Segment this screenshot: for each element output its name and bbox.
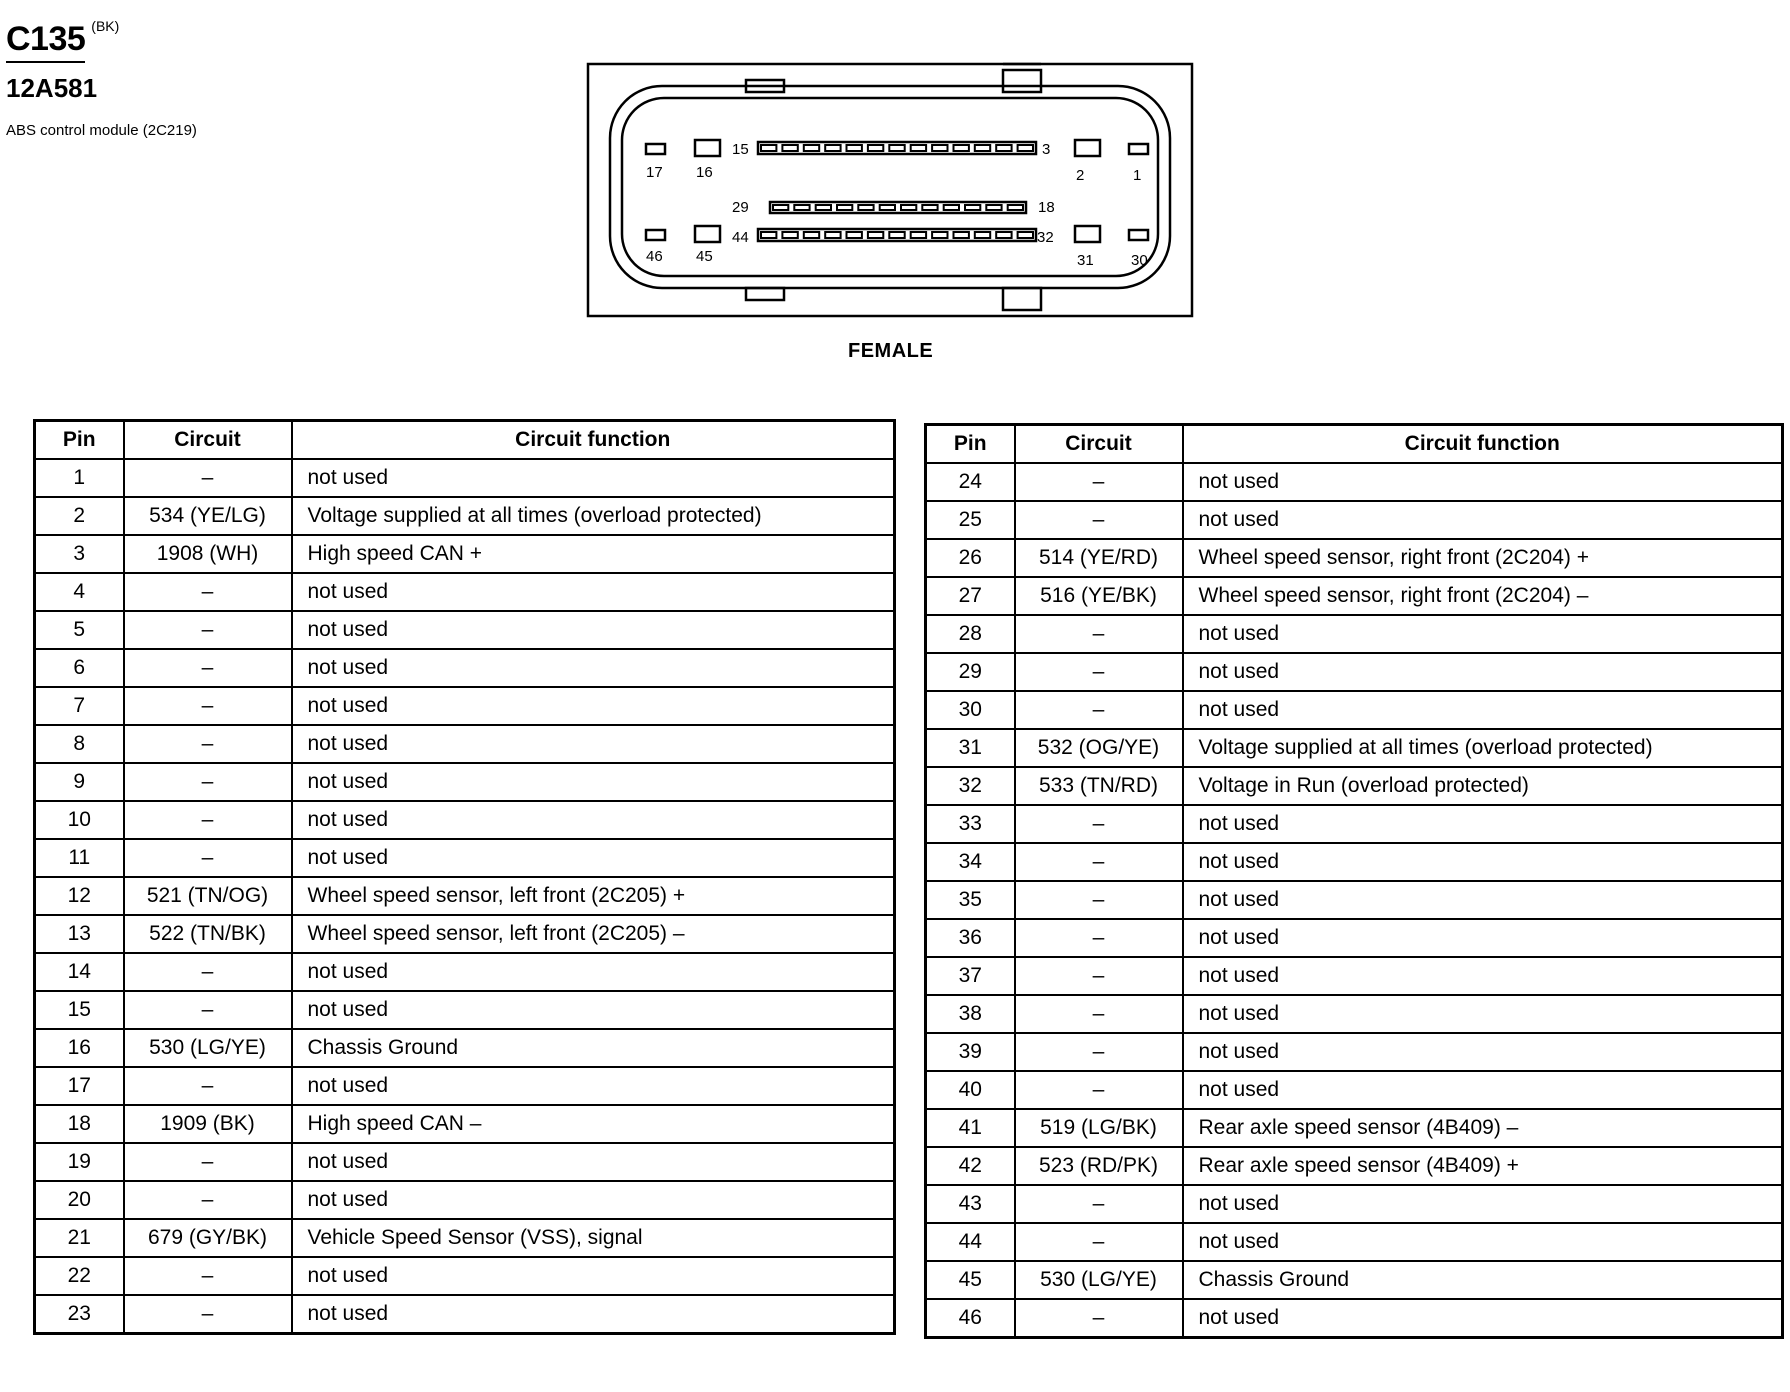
pin-cell: 7 [35,687,124,725]
pin-label-18: 18 [1038,199,1055,216]
pin-cell: 4 [35,573,124,611]
pin-cell: 34 [926,843,1015,881]
pin-cell: 37 [926,957,1015,995]
terminal-cavity [761,232,776,238]
pin-cell: 11 [35,839,124,877]
circuit-cell: – [1015,919,1183,957]
circuit-cell: – [124,687,292,725]
pin-cell: 16 [35,1029,124,1067]
circuit-cell: – [124,991,292,1029]
circuit-function-cell: not used [1183,805,1783,843]
circuit-function-cell: Chassis Ground [1183,1261,1783,1299]
terminal-cavity [932,145,947,151]
circuit-cell: 530 (LG/YE) [124,1029,292,1067]
pin-cell: 9 [35,763,124,801]
pin-cell: 23 [35,1295,124,1334]
circuit-function-cell: Chassis Ground [292,1029,895,1067]
table-row [926,1109,1783,1147]
circuit-function-cell: Voltage in Run (overload protected) [1183,767,1783,805]
table-row [35,1257,895,1295]
terminal-cavity [954,145,969,151]
circuit-cell: 1909 (BK) [124,1105,292,1143]
pin-label-29: 29 [732,199,749,216]
table-row [35,687,895,725]
circuit-cell: 523 (RD/PK) [1015,1147,1183,1185]
table-row [926,767,1783,805]
terminal-cavity [986,205,1001,210]
pin-cell: 28 [926,615,1015,653]
circuit-cell: 533 (TN/RD) [1015,767,1183,805]
circuit-cell: – [1015,1185,1183,1223]
circuit-function-cell: Voltage supplied at all times (overload protected) [1183,729,1783,767]
circuit-cell: 530 (LG/YE) [1015,1261,1183,1299]
pin-cell: 32 [926,767,1015,805]
terminal-cavity [880,205,895,210]
circuit-cell: – [1015,1033,1183,1071]
table-header-row [35,421,895,460]
terminal-cavity [782,145,797,151]
pin-cell: 45 [926,1261,1015,1299]
table-row [35,1143,895,1181]
terminal-cavity [794,205,809,210]
header-circuit: Circuit [124,421,292,460]
pin-label-32: 32 [1037,229,1054,246]
circuit-function-cell: Rear axle speed sensor (4B409) + [1183,1147,1783,1185]
latch-bottom-right [1003,288,1041,310]
table-row [926,539,1783,577]
circuit-cell: 522 (TN/BK) [124,915,292,953]
header-circuit-function: Circuit function [1183,425,1783,464]
pin-label-46: 46 [646,248,663,265]
table-row [926,1185,1783,1223]
table-row [926,1261,1783,1299]
circuit-cell: – [124,1295,292,1334]
circuit-function-cell: not used [292,953,895,991]
table-row [35,1295,895,1334]
circuit-cell: – [124,573,292,611]
circuit-cell: – [1015,995,1183,1033]
terminal-cavity [782,232,797,238]
pin-cell: 10 [35,801,124,839]
circuit-cell: – [124,839,292,877]
terminal-cavity [1008,205,1023,210]
terminal-cavity [889,232,904,238]
pin-cell: 18 [35,1105,124,1143]
pin-cell: 35 [926,881,1015,919]
circuit-cell: – [124,953,292,991]
circuit-cell: – [124,1143,292,1181]
circuit-function-cell: not used [1183,1185,1783,1223]
circuit-cell: – [1015,881,1183,919]
connector-face-svg [580,60,1200,320]
circuit-cell: – [1015,1071,1183,1109]
table-row [35,459,895,497]
pin-cell: 27 [926,577,1015,615]
pin-cell: 41 [926,1109,1015,1147]
connector-gender: FEMALE [848,340,934,362]
table-row [926,1299,1783,1338]
table-row [35,1219,895,1257]
pin-label-17: 17 [646,164,663,181]
circuit-function-cell: not used [1183,881,1783,919]
cavity-1 [1129,144,1148,154]
circuit-function-cell: Wheel speed sensor, right front (2C204) – [1183,577,1783,615]
pin-cell: 6 [35,649,124,687]
circuit-cell: – [1015,653,1183,691]
circuit-function-cell: not used [1183,843,1783,881]
circuit-cell: 1908 (WH) [124,535,292,573]
circuit-function-cell: Rear axle speed sensor (4B409) – [1183,1109,1783,1147]
terminal-cavity [954,232,969,238]
table-row [35,1181,895,1219]
circuit-cell: – [1015,843,1183,881]
pin-cell: 14 [35,953,124,991]
connector-color: (BK) [91,18,120,34]
table-row [35,877,895,915]
circuit-function-cell: not used [292,1295,895,1334]
circuit-function-cell: Wheel speed sensor, left front (2C205) + [292,877,895,915]
pinout-table-right [924,423,1784,1339]
circuit-cell: – [124,801,292,839]
terminal-cavity [889,145,904,151]
terminal-cavity [901,205,916,210]
circuit-function-cell: High speed CAN + [292,535,895,573]
circuit-cell: – [124,459,292,497]
terminal-cavity [975,232,990,238]
table-row [926,615,1783,653]
cavity-31 [1075,226,1100,242]
terminal-cavity [911,232,926,238]
circuit-function-cell: not used [292,801,895,839]
circuit-function-cell: not used [1183,957,1783,995]
table-row [926,463,1783,501]
table-row [35,839,895,877]
pin-cell: 44 [926,1223,1015,1261]
terminal-cavity [804,232,819,238]
pin-cell: 36 [926,919,1015,957]
table-row [926,919,1783,957]
circuit-function-cell: not used [292,687,895,725]
table-row [35,1067,895,1105]
circuit-function-cell: Vehicle Speed Sensor (VSS), signal [292,1219,895,1257]
pin-cell: 19 [35,1143,124,1181]
circuit-function-cell: not used [292,1143,895,1181]
pin-cell: 21 [35,1219,124,1257]
circuit-function-cell: not used [1183,463,1783,501]
table-row [926,957,1783,995]
circuit-cell: – [1015,1299,1183,1338]
circuit-cell: – [1015,615,1183,653]
circuit-function-cell: not used [292,573,895,611]
table-row [926,1223,1783,1261]
cavity-16 [695,140,720,156]
terminal-cavity [847,145,862,151]
pin-cell: 20 [35,1181,124,1219]
latch-bottom-left [746,288,784,300]
pin-label-30: 30 [1131,252,1148,269]
terminal-cavity [804,145,819,151]
pin-cell: 25 [926,501,1015,539]
terminal-cavity [965,205,980,210]
cavity-17 [646,144,665,154]
table-row [926,843,1783,881]
circuit-cell: – [1015,691,1183,729]
pin-cell: 17 [35,1067,124,1105]
terminal-cavity [975,145,990,151]
table-row [926,653,1783,691]
pin-cell: 29 [926,653,1015,691]
cavity-row-top-pins [761,145,1033,151]
table-row [35,991,895,1029]
terminal-cavity [996,145,1011,151]
terminal-cavity [761,145,776,151]
terminal-cavity [825,145,840,151]
pin-cell: 3 [35,535,124,573]
table-row [35,611,895,649]
circuit-cell: 534 (YE/LG) [124,497,292,535]
table-row [35,801,895,839]
circuit-cell: – [124,1257,292,1295]
latch-top-right [1003,70,1041,92]
pin-cell: 12 [35,877,124,915]
table-row [35,535,895,573]
pin-cell: 22 [35,1257,124,1295]
pin-cell: 40 [926,1071,1015,1109]
circuit-function-cell: not used [292,1257,895,1295]
pin-cell: 8 [35,725,124,763]
circuit-cell: – [124,1181,292,1219]
pin-cell: 42 [926,1147,1015,1185]
circuit-cell: 521 (TN/OG) [124,877,292,915]
pin-cell: 43 [926,1185,1015,1223]
table-row [35,1105,895,1143]
circuit-function-cell: not used [1183,1033,1783,1071]
terminal-cavity [1018,232,1033,238]
circuit-function-cell: Wheel speed sensor, left front (2C205) – [292,915,895,953]
table-row [926,577,1783,615]
circuit-function-cell: Voltage supplied at all times (overload protected) [292,497,895,535]
table-row [35,1029,895,1067]
pin-cell: 30 [926,691,1015,729]
table-row [35,915,895,953]
header-pin: Pin [35,421,124,460]
pin-cell: 15 [35,991,124,1029]
circuit-function-cell: not used [1183,1223,1783,1261]
pin-cell: 46 [926,1299,1015,1338]
terminal-cavity [837,205,852,210]
cavity-2 [1075,140,1100,156]
pin-label-2: 2 [1076,167,1085,184]
circuit-cell: – [124,725,292,763]
pin-cell: 31 [926,729,1015,767]
cavity-30 [1129,230,1148,240]
circuit-cell: – [1015,1223,1183,1261]
circuit-function-cell: not used [1183,691,1783,729]
circuit-cell: – [124,763,292,801]
connector-face-diagram [580,60,1200,320]
terminal-cavity [825,232,840,238]
pin-cell: 1 [35,459,124,497]
circuit-cell: 679 (GY/BK) [124,1219,292,1257]
terminal-cavity [944,205,959,210]
circuit-function-cell: not used [292,1067,895,1105]
circuit-cell: 519 (LG/BK) [1015,1109,1183,1147]
pin-label-44: 44 [732,229,749,246]
header-circuit-function: Circuit function [292,421,895,460]
circuit-cell: 532 (OG/YE) [1015,729,1183,767]
circuit-cell: – [1015,805,1183,843]
circuit-cell: – [124,649,292,687]
table-row [926,501,1783,539]
table-row [35,763,895,801]
table-row [35,953,895,991]
table-row [926,1147,1783,1185]
terminal-cavity [996,232,1011,238]
connector-code: C135 [6,20,85,63]
circuit-function-cell: not used [1183,919,1783,957]
table-row [35,497,895,535]
circuit-function-cell: not used [1183,1299,1783,1338]
table-row [35,649,895,687]
connector-description: ABS control module (2C219) [6,122,197,139]
circuit-cell: – [124,611,292,649]
circuit-cell: – [1015,501,1183,539]
terminal-cavity [932,232,947,238]
connector-header [6,20,197,139]
circuit-cell: 514 (YE/RD) [1015,539,1183,577]
circuit-function-cell: not used [292,763,895,801]
pin-cell: 26 [926,539,1015,577]
pin-label-15: 15 [732,141,749,158]
circuit-cell: – [1015,463,1183,501]
circuit-function-cell: not used [292,459,895,497]
circuit-function-cell: not used [292,725,895,763]
header-circuit: Circuit [1015,425,1183,464]
terminal-cavity [868,145,883,151]
table-row [926,881,1783,919]
circuit-function-cell: not used [292,1181,895,1219]
terminal-cavity [868,232,883,238]
terminal-cavity [911,145,926,151]
table-row [35,573,895,611]
circuit-function-cell: not used [292,611,895,649]
pin-cell: 33 [926,805,1015,843]
circuit-function-cell: not used [1183,501,1783,539]
pin-label-16: 16 [696,164,713,181]
circuit-function-cell: not used [1183,653,1783,691]
circuit-function-cell: not used [292,991,895,1029]
circuit-cell: – [1015,957,1183,995]
connector-outer-housing [588,64,1192,316]
part-number: 12A581 [6,73,98,103]
table-row [926,995,1783,1033]
table-row [926,805,1783,843]
circuit-function-cell: High speed CAN – [292,1105,895,1143]
circuit-cell: – [124,1067,292,1105]
cavity-row-bottom-pins [761,232,1033,238]
header-pin: Pin [926,425,1015,464]
pin-cell: 24 [926,463,1015,501]
pin-label-3: 3 [1042,141,1051,158]
pinout-table-left [33,419,896,1335]
terminal-cavity [1018,145,1033,151]
terminal-cavity [858,205,873,210]
circuit-function-cell: not used [1183,1071,1783,1109]
circuit-function-cell: not used [292,649,895,687]
pin-label-45: 45 [696,248,713,265]
terminal-cavity [847,232,862,238]
pin-label-1: 1 [1133,167,1142,184]
pin-cell: 38 [926,995,1015,1033]
cavity-46 [646,230,665,240]
pin-label-31: 31 [1077,252,1094,269]
cavity-45 [695,226,720,242]
table-row [35,725,895,763]
circuit-function-cell: not used [292,839,895,877]
table-row [926,691,1783,729]
cavity-row-middle-pins [773,205,1023,210]
table-row [926,1071,1783,1109]
circuit-function-cell: Wheel speed sensor, right front (2C204) + [1183,539,1783,577]
circuit-cell: 516 (YE/BK) [1015,577,1183,615]
pin-cell: 5 [35,611,124,649]
terminal-cavity [922,205,937,210]
circuit-function-cell: not used [1183,995,1783,1033]
terminal-cavity [816,205,831,210]
table-row [926,1033,1783,1071]
pin-cell: 39 [926,1033,1015,1071]
table-row [926,729,1783,767]
pin-cell: 13 [35,915,124,953]
table-header-row [926,425,1783,464]
pin-cell: 2 [35,497,124,535]
terminal-cavity [773,205,788,210]
circuit-function-cell: not used [1183,615,1783,653]
